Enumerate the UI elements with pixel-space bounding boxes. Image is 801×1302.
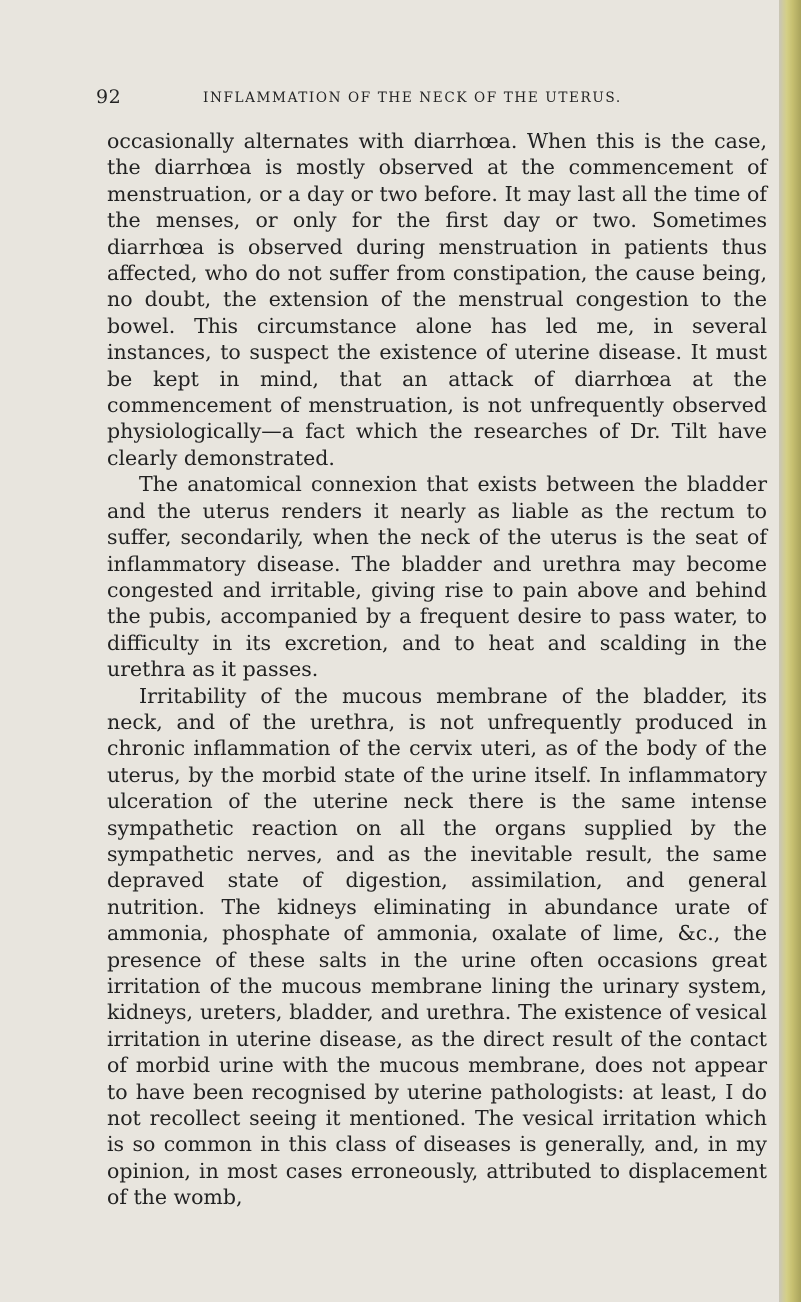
running-head	[0, 86, 801, 116]
paragraph-diarrhoea: occasionally alternates with diarrhœa. When this is the case, the diarrhœa is mostly observed at the commencement of menstruation, or a day or two before. It may last all the time of the menses, or only for the first day or two. Sometimes diarrhœa is observed during menstruation in patients thus affected, who do not suffer from constipation, the cause being, no doubt, the extension of the menstrual congestion to the bowel. This circumstance alone has led me, in several instances, to suspect the existence of uterine disease. It must be kept in mind, that an attack of diarrhœa at the commencement of menstruation, is not unfrequently observed physiologically—a fact which the researches of Dr. Tilt have clearly demonstrated.	[107, 129, 767, 470]
running-title: INFLAMMATION OF THE NECK OF THE UTERUS.	[203, 90, 622, 106]
paragraph-urethra-irritability: Irritability of the mucous membrane of the bladder, its neck, and of the urethra, is not unfrequently produced in chronic inflammation of the cervix uteri, as of the body of the uterus, by the morbid state of the urine itself. In inflammatory ulceration of the uterine neck there is the same intense sympathetic reaction on all the organs supplied by the sympathetic nerves, and as the inevitable result, the same depraved state of digestion, assimilation, and general nutrition. The kidneys eliminating in abundance urate of ammonia, phosphate of ammonia, oxalate of lime, &c., the presence of these salts in the urine often occasions great irritation of the mucous membrane lining the urinary system, kidneys, ureters, bladder, and urethra. The existence of vesical irritation in uterine disease, as the direct result of the contact of morbid urine with the mucous membrane, does not appear to have been recognised by uterine pathologists: at least, I do not recollect seeing it mentioned. The vesical irritation which is so common in this class of diseases is generally, and, in my opinion, in most cases erroneously, attributed to displacement of the womb,	[107, 683, 767, 1210]
body-text	[107, 128, 767, 1211]
page-edge	[779, 0, 801, 1302]
paragraph-bladder-connexion: The anatomical connexion that exists between the bladder and the uterus renders it nearly as liable as the rectum to suffer, secondarily, when the neck of the uterus is the seat of inflammatory disease. The bladder and urethra may become congested and irritable, giving rise to pain above and behind the pubis, accompanied by a frequent desire to pass water, to difficulty in its excretion, and to heat and scalding in the urethra as it passes.	[107, 472, 767, 682]
page-number: 92	[96, 86, 122, 108]
